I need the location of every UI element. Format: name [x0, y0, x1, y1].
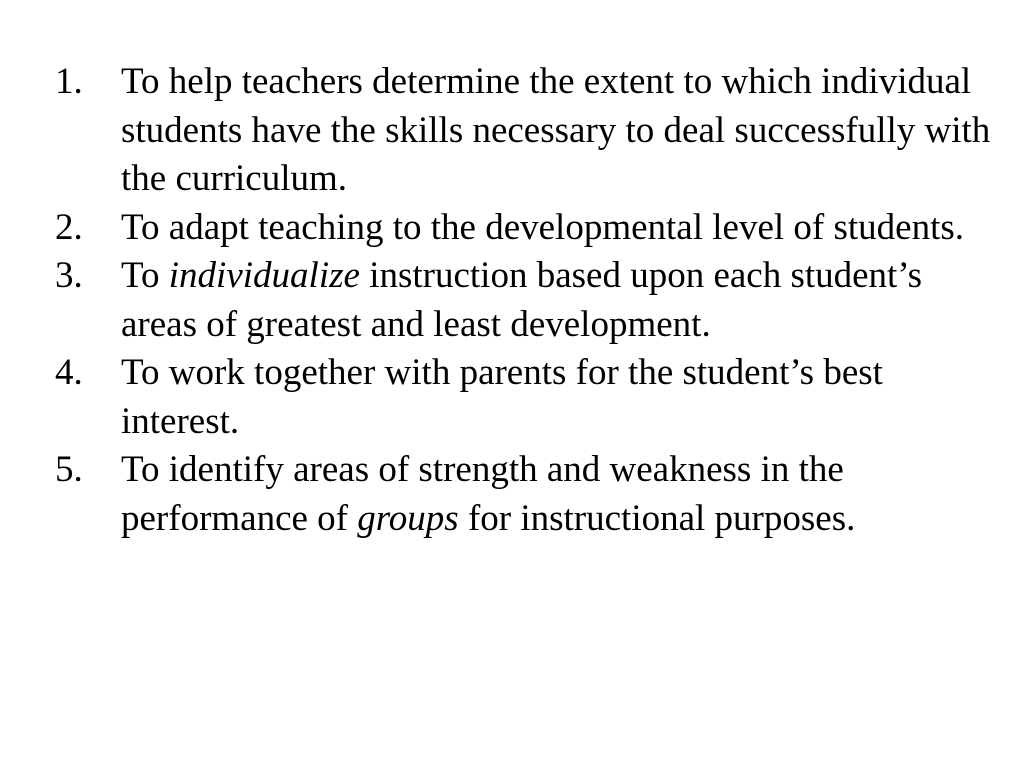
purposes-list — [0, 58, 991, 543]
list-item-text-segment: To work together with parents for the student’s best interest. — [121, 352, 883, 442]
list-item-text-segment: for instructional purposes. — [458, 497, 856, 539]
list-item — [0, 204, 991, 253]
list-item-text — [121, 58, 991, 204]
list-item-italic-term: groups — [357, 497, 459, 539]
list-item-italic-term: individualize — [168, 255, 360, 296]
list-item-text-segment: instruction based upon each student’s areas of greatest and least development. — [121, 255, 923, 345]
list-item-text — [121, 204, 991, 253]
list-item-text — [121, 349, 991, 446]
list-item-text — [121, 446, 991, 543]
list-item-number: 4. — [55, 352, 83, 393]
list-item — [0, 349, 991, 446]
list-item — [0, 252, 991, 349]
list-item-number: 5. — [55, 449, 83, 490]
list-item-number: 1. — [55, 61, 83, 102]
list-item-text-segment: To help teachers determine the extent to which individual students have the skills necessary to deal successfully with the curriculum. — [121, 61, 991, 199]
list-item — [0, 446, 991, 543]
list-item-number: 2. — [55, 206, 83, 248]
list-item-text-segment: To adapt teaching to the developmental level of students. — [121, 206, 965, 248]
list-item — [0, 58, 991, 204]
list-item-text — [121, 252, 991, 349]
list-item-text-segment: To — [121, 255, 169, 296]
list-item-number: 3. — [55, 255, 83, 296]
list-item-text-segment: To identify areas of strength and weakness in the performance of — [121, 449, 844, 539]
